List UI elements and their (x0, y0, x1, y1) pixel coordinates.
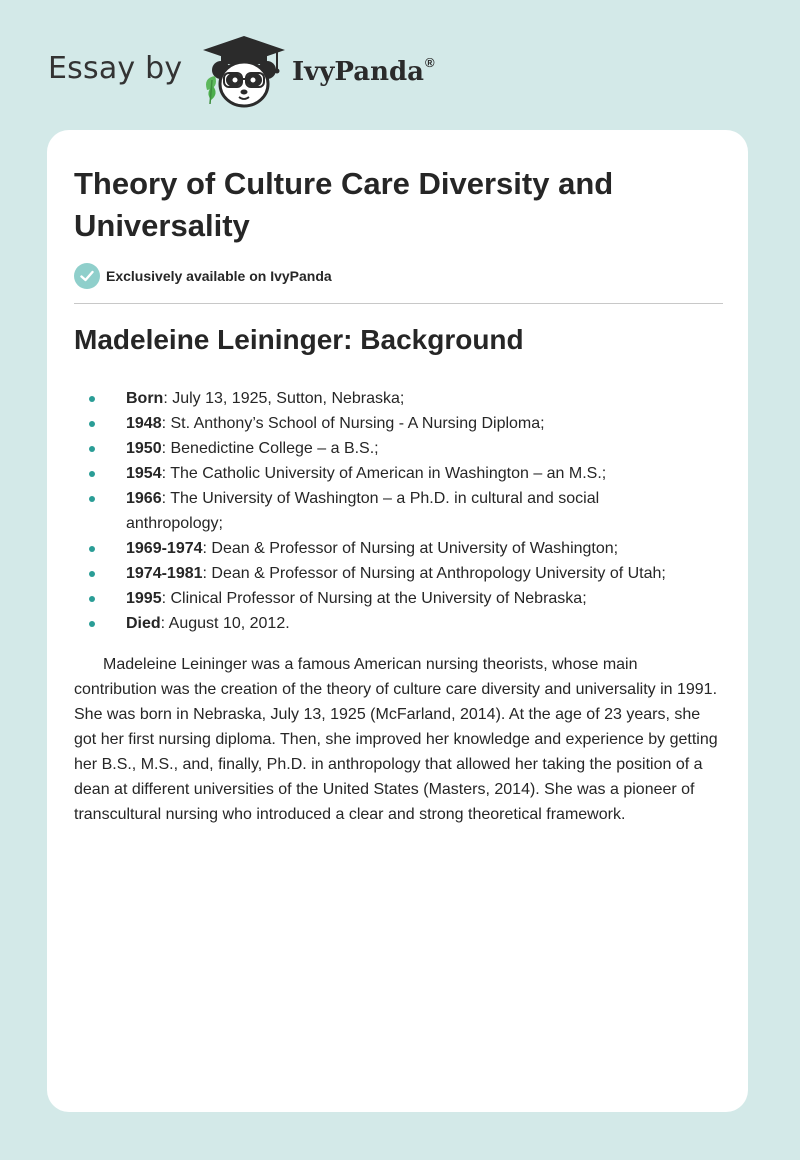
body-paragraph: Madeleine Leininger was a famous American nursing theorists, whose main contribution was the creation of the theory of culture care diversity and universality in 1991. She was born in Nebraska, July 13, 1925 (McFarland, 2014). At the age of 23 years, she got her first nursing diploma. Then, she improved her knowledge and experience by getting her B.S., M.S., and, finally, Ph.D. in anthropology that allowed her taking the position of a dean at different universities of the United States (Masters, 2014). She was a pioneer of transcultural nursing who introduced a clear and strong theoretical framework. (74, 656, 718, 823)
list-item-term: 1995 (126, 590, 162, 607)
divider (74, 303, 723, 304)
list-item-text: : Benedictine College – a B.S.; (161, 440, 379, 457)
list-item-term: 1948 (126, 415, 162, 432)
list-item-text: : St. Anthony’s School of Nursing - A Nursing Diploma; (161, 415, 545, 432)
brand-label: IvyPanda (292, 57, 425, 87)
bullet-dot-icon (89, 621, 95, 627)
list-item (74, 486, 694, 536)
list-item-text: : The University of Washington – a Ph.D. in cultural and social anthropology; (126, 490, 600, 532)
panda-graduation-cap-icon[interactable] (201, 34, 287, 110)
registered-mark: ® (425, 55, 435, 70)
section-heading: Madeleine Leininger: Background (74, 324, 524, 355)
brand-name[interactable] (292, 57, 435, 87)
list-item (74, 386, 694, 411)
bullet-dot-icon (89, 571, 95, 577)
exclusive-label: Exclusively available on IvyPanda (106, 268, 332, 284)
list-item-text: : Dean & Professor of Nursing at Anthropology University of Utah; (202, 565, 666, 582)
list-item-text: : August 10, 2012. (160, 615, 290, 632)
list-item (74, 586, 694, 611)
bullet-dot-icon (89, 446, 95, 452)
essay-by-label: Essay by (48, 51, 183, 86)
list-item-term: 1966 (126, 490, 162, 507)
bullet-dot-icon (89, 596, 95, 602)
list-item-text: : Dean & Professor of Nursing at University of Washington; (202, 540, 619, 557)
list-item (74, 436, 694, 461)
list-item-text: : July 13, 1925, Sutton, Nebraska; (163, 390, 405, 407)
list-item (74, 611, 694, 636)
background-list (74, 386, 694, 636)
list-item-term: 1974-1981 (126, 565, 203, 582)
exclusive-badge (74, 263, 332, 289)
list-item (74, 411, 694, 436)
site-header (48, 34, 548, 114)
list-item-term: 1969-1974 (126, 540, 203, 557)
list-item (74, 536, 694, 561)
list-item (74, 561, 694, 586)
bullet-dot-icon (89, 396, 95, 402)
bullet-dot-icon (89, 471, 95, 477)
list-item-text: : The Catholic University of American in Washington – an M.S.; (161, 465, 607, 482)
list-item (74, 461, 694, 486)
list-item-term: Born (126, 390, 164, 407)
check-circle-icon (74, 263, 100, 289)
page-title: Theory of Culture Care Diversity and Universality (74, 166, 614, 243)
list-item-text: : Clinical Professor of Nursing at the University of Nebraska; (161, 590, 587, 607)
list-item-term: 1950 (126, 440, 162, 457)
essay-card (47, 130, 748, 1112)
bullet-dot-icon (89, 496, 95, 502)
list-item-term: Died (126, 615, 161, 632)
list-item-term: 1954 (126, 465, 162, 482)
bullet-dot-icon (89, 546, 95, 552)
bullet-dot-icon (89, 421, 95, 427)
